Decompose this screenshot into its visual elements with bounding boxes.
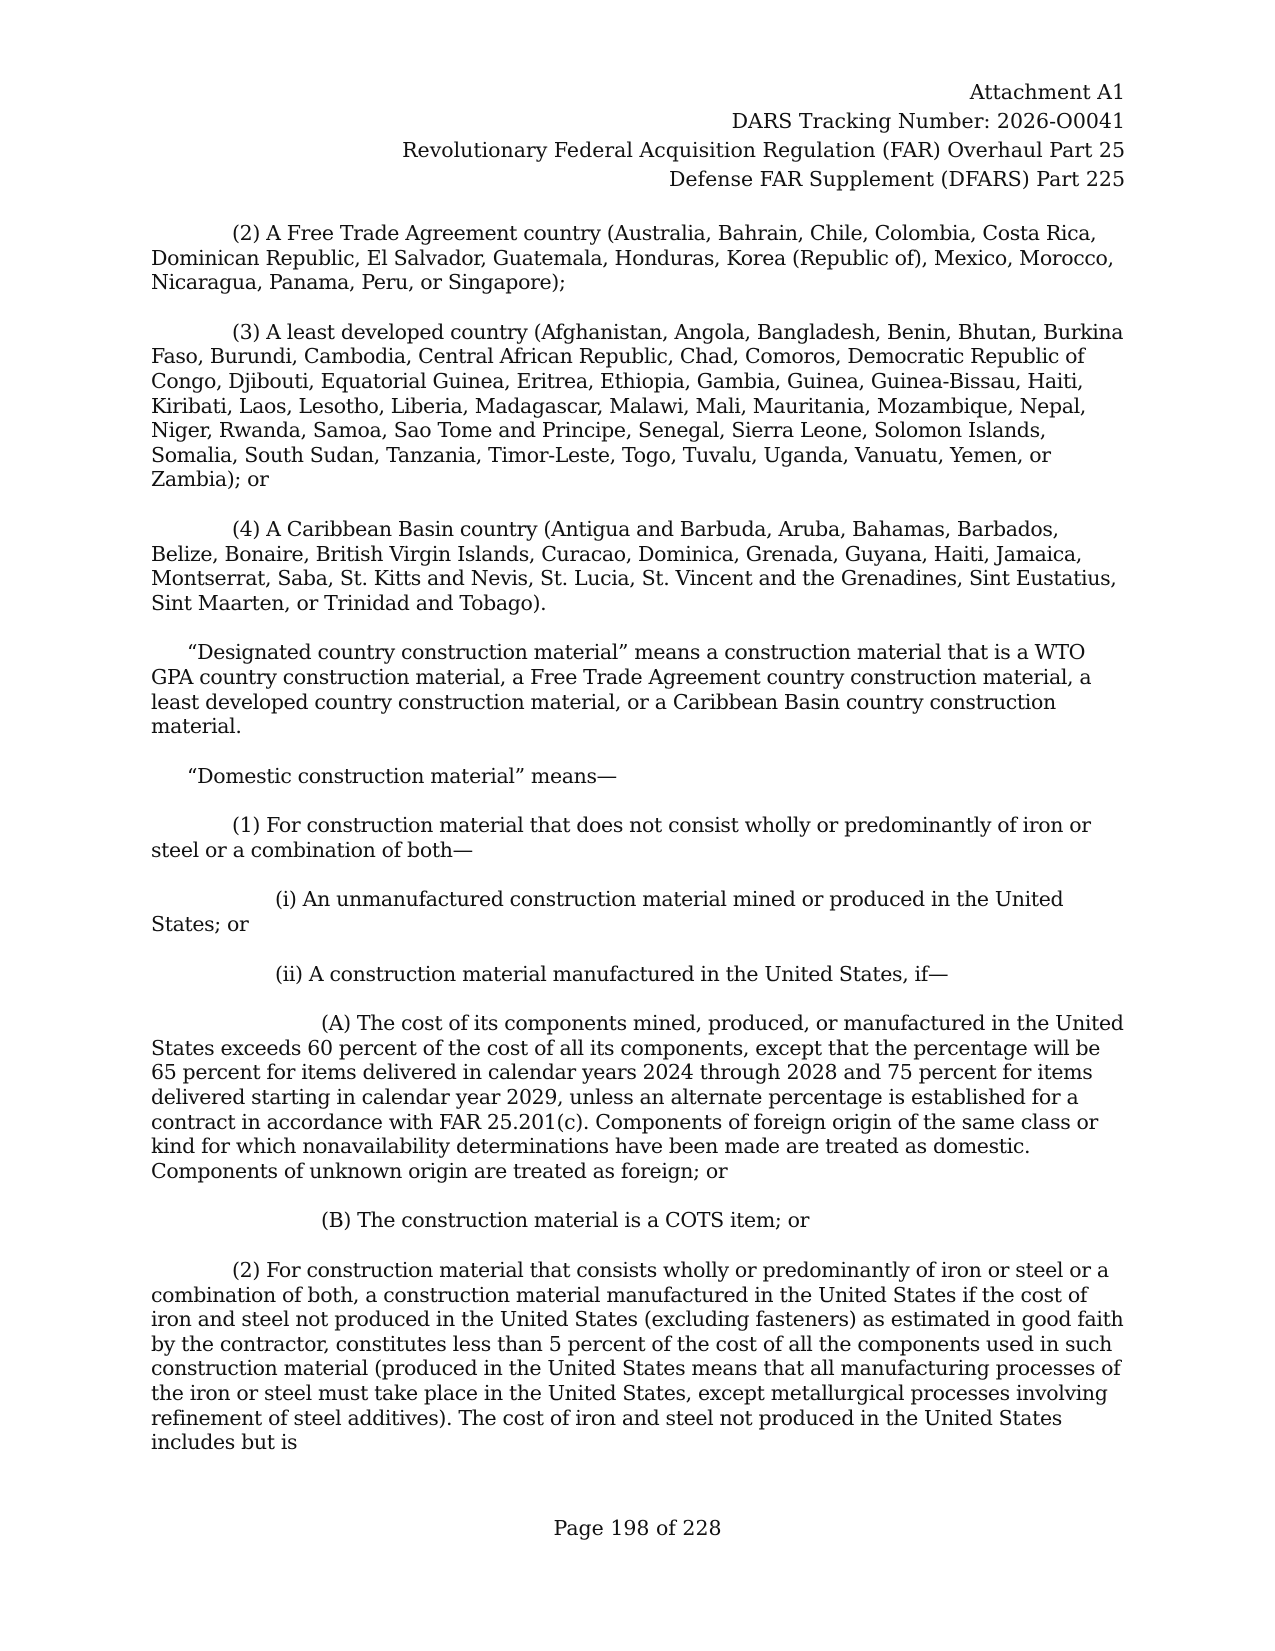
paragraph-designated-country-definition: “Designated country construction material” means a construction material that is a WTO GPA country construction material, a Free Trade Agreement country construction material, a least developed country construction material, or a Caribbean Basin country construction material.	[151, 640, 1092, 739]
paragraph-component-cost: (A) The cost of its components mined, produced, or manufactured in the United States exceeds 60 percent of the cost of all its components, except that the percentage will be 65 percent for items delivered in calendar years 2024 through 2028 and 75 percent for items delivered starting in calendar year 2029, unless an alternate percentage is established for a contract in accordance with FAR 25.201(c). Components of foreign origin of the same class or kind for which nonavailability determinations have been made are treated as domestic. Components of unknown origin are treated as foreign; or	[151, 1011, 1124, 1183]
page-header	[402, 78, 1125, 194]
document-body	[151, 221, 1127, 1480]
paragraph-non-iron-steel: (1) For construction material that does not consist wholly or predominantly of iron or steel or a combination of both—	[151, 813, 1091, 862]
paragraph-domestic-definition: “Domestic construction material” means—	[187, 763, 617, 788]
page-number: Page 198 of 228	[553, 1516, 722, 1540]
paragraph-unmanufactured: (i) An unmanufactured construction material mined or produced in the United States; or	[151, 887, 1064, 937]
paragraph-caribbean-basin-country: (4) A Caribbean Basin country (Antigua and Barbuda, Aruba, Bahamas, Barbados, Belize, Bonaire, British Virgin Islands, Curacao, Dominica, Grenada, Guyana, Haiti, Jamaica, Montserrat, Saba, St. Kitts and Nevis, St. Lucia, St. Vincent and the Grenadines, Sint Eustatius, Sint Maarten, or Trinidad and Tobago).	[151, 516, 1117, 615]
attachment-label: Attachment A1	[969, 80, 1125, 104]
paragraph-cots-item: (B) The construction material is a COTS item; or	[321, 1208, 810, 1233]
paragraph-least-developed-country: (3) A least developed country (Afghanistan, Angola, Bangladesh, Benin, Bhutan, Burkina Faso, Burundi, Cambodia, Central African Republic, Chad, Comoros, Democratic Republic of Congo, Djibouti, Equatorial Guinea, Eritrea, Ethiopia, Gambia, Guinea, Guinea-Bissau, Haiti, Kiribati, Laos, Lesotho, Liberia, Madagascar, Malawi, Mali, Mauritania, Mozambique, Nepal, Niger, Rwanda, Samoa, Sao Tome and Principe, Senegal, Sierra Leone, Solomon Islands, Somalia, South Sudan, Tanzania, Timor-Leste, Togo, Tuvalu, Uganda, Vanuatu, Yemen, or Zambia); or	[151, 319, 1124, 492]
paragraph-iron-steel: (2) For construction material that consists wholly or predominantly of iron or steel or a combination of both, a construction material manufactured in the United States if the cost of iron and steel not produced in the United States (excluding fasteners) as estimated in good faith by the contractor, constitutes less than 5 percent of the cost of all the components used in such construction material (produced in the United States means that all manufacturing processes of the iron or steel must take place in the United States, except metallurgical processes involving refinement of steel additives). The cost of iron and steel not produced in the United States includes but is	[151, 1258, 1124, 1455]
tracking-number: DARS Tracking Number: 2026-O0041	[731, 109, 1125, 133]
paragraph-manufactured: (ii) A construction material manufactured in the United States, if—	[275, 961, 949, 986]
dfars-part-title: Defense FAR Supplement (DFARS) Part 225	[668, 167, 1125, 191]
paragraph-fta-country: (2) A Free Trade Agreement country (Australia, Bahrain, Chile, Colombia, Costa Rica, Dominican Republic, El Salvador, Guatemala, Honduras, Korea (Republic of), Mexico, Morocco, Nicaragua, Panama, Peru, or Singapore);	[151, 221, 1114, 295]
far-part-title: Revolutionary Federal Acquisition Regulation (FAR) Overhaul Part 25	[402, 138, 1125, 162]
